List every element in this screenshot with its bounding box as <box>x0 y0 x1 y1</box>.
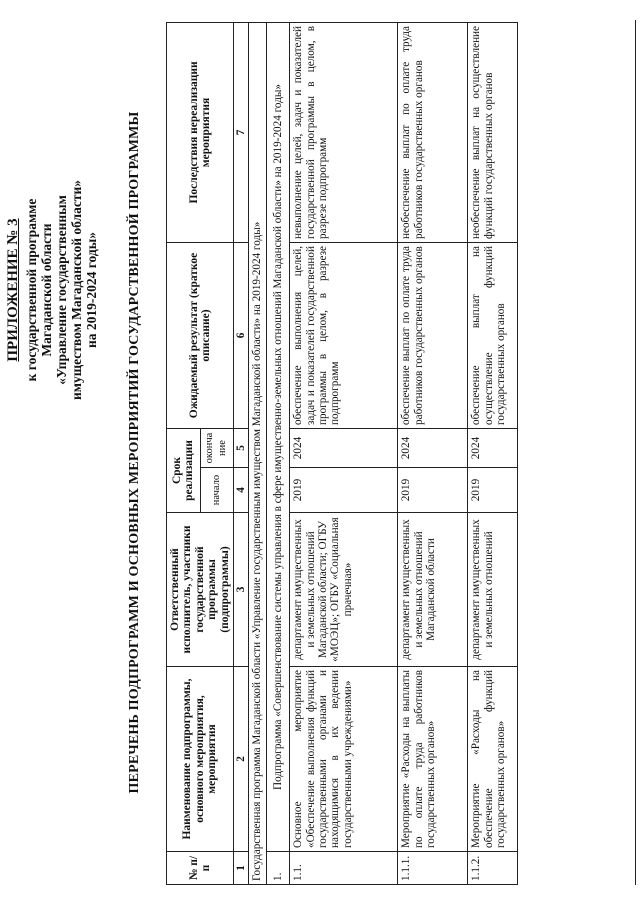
row-name: Мероприятие «Расходы на выплаты по оплате труда работников государственных органов» <box>398 667 468 852</box>
row-executor: департамент имущественных и земельных отношений Магаданской области <box>398 513 468 667</box>
column-number-row <box>234 22 249 884</box>
subprogram-num: 1. <box>266 852 289 885</box>
appendix-line: на 2019-2024 годы» <box>84 231 99 349</box>
program-row <box>249 22 266 884</box>
header-start: начало <box>200 468 234 513</box>
row-start: 2019 <box>398 468 468 513</box>
subprogram-title: Подпрограмма «Совершенствование системы управления в сфере имущественно-земельных отношений Магаданской области» на 2019-2024 годы» <box>266 22 289 851</box>
row-start: 2019 <box>468 468 518 513</box>
column-number: 7 <box>234 22 249 242</box>
row-executor: департамент имущественных и земельных отношений <box>468 513 518 667</box>
column-number: 1 <box>234 852 249 885</box>
row-executor: департамент имущественных и земельных отношений Магаданской области; ОГБУ «МОЭЦ»; ОГБУ «Социальная прачечная» <box>290 513 398 667</box>
row-num: 1.1.1. <box>398 852 468 885</box>
row-end: 2024 <box>398 428 468 467</box>
row-consequences: необеспечение выплат по оплате труда работников государственных органов <box>398 22 468 242</box>
row-consequences: необеспечение выплат на осуществление функций государственных органов <box>468 22 518 242</box>
program-table <box>166 22 518 885</box>
appendix-line: к государственной программе <box>24 198 39 382</box>
appendix-line: «Управление государственным <box>54 195 69 385</box>
row-name: Мероприятие «Расходы на обеспечение функций государственных органов» <box>468 667 518 852</box>
header-row <box>167 22 201 884</box>
column-number: 4 <box>234 468 249 513</box>
page-title: ПЕРЕЧЕНЬ ПОДПРОГРАММ И ОСНОВНЫХ МЕРОПРИЯТИЙ ГОСУДАРСТВЕННОЙ ПРОГРАММЫ <box>127 111 142 794</box>
column-number: 3 <box>234 513 249 667</box>
appendix-line: Магаданской области <box>39 223 54 357</box>
header-term: Срок реализации <box>167 428 201 512</box>
row-num: 1.1. <box>290 852 398 885</box>
table-row <box>290 22 398 884</box>
header-result: Ожидаемый результат (краткое описание) <box>167 242 234 428</box>
row-result: обеспечение выплат на осуществление функций государственных органов <box>468 242 518 428</box>
header-end: оконча ние <box>200 428 234 467</box>
subprogram-row <box>266 22 289 884</box>
header-consequences: Последствия нереализации мероприятия <box>167 22 234 242</box>
program-title: Государственная программа Магаданской области «Управление государственным имуществом Магаданской области» на 2019-2024 годы» <box>249 22 266 884</box>
appendix-title: ПРИЛОЖЕНИЕ № 3 <box>5 218 21 362</box>
table-row <box>398 22 468 884</box>
header-num: № п/п <box>167 852 234 885</box>
column-number: 2 <box>234 667 249 852</box>
header-name: Наименование подпрограммы, основного мероприятия, мероприятия <box>167 667 234 852</box>
row-result: обеспечение выполнения целей, задач и показателей государственной программы в целом, в разрезе подпрограмм <box>290 242 398 428</box>
appendix-header <box>6 140 99 440</box>
page-bottom-rule <box>635 20 636 885</box>
table-row <box>468 22 518 884</box>
column-number: 5 <box>234 428 249 467</box>
row-num: 1.1.2. <box>468 852 518 885</box>
column-number: 6 <box>234 242 249 428</box>
appendix-line: имуществом Магаданской области» <box>69 179 84 401</box>
row-start: 2019 <box>290 468 398 513</box>
row-result: обеспечение выплат по оплате труда работников государственных органов <box>398 242 468 428</box>
row-name: Основное мероприятие «Обеспечение выполнения функций государственными органами и находящимися в их ведении государственными учреждениями» <box>290 667 398 852</box>
row-consequences: невыполнение целей, задач и показателей государственной программы в целом, в разрезе подпрограмм <box>290 22 398 242</box>
row-end: 2024 <box>468 428 518 467</box>
row-end: 2024 <box>290 428 398 467</box>
header-executor: Ответственный исполнитель, участники государственной программы (подпрограммы) <box>167 513 234 667</box>
